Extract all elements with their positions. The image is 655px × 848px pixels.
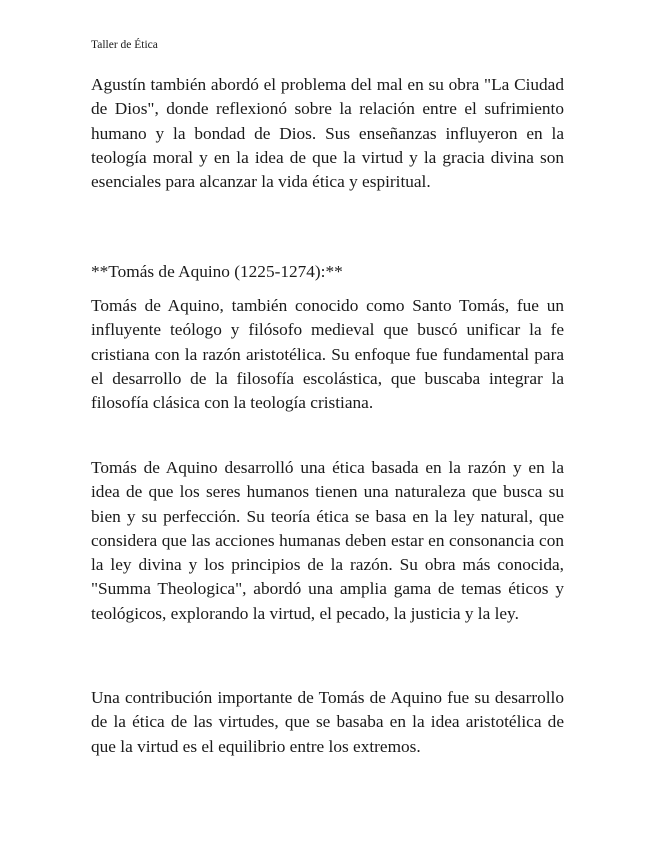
running-header: Taller de Ética [91, 39, 158, 51]
paragraph-tomas-virtudes: Una contribución importante de Tomás de Aquino fue su desarrollo de la ética de las virtudes, que se basaba en la idea aristotélica de que la virtud es el equilibrio entre los extremos. [91, 688, 564, 756]
section-heading-tomas-de-aquino: **Tomás de Aquino (1225-1274):** [91, 262, 343, 281]
paragraph-agustin-mal: Agustín también abordó el problema del mal en su obra "La Ciudad de Dios", donde reflexionó sobre la relación entre el sufrimiento humano y la bondad de Dios. Sus enseñanzas influyeron en la teología moral y en la idea de que la virtud y la gracia divina son esenciales para alcanzar la vida ética y espiritual. [91, 75, 564, 192]
paragraph-tomas-etica: Tomás de Aquino desarrolló una ética basada en la razón y en la idea de que los seres humanos tienen una naturaleza que busca su bien y su perfección. Su teoría ética se basa en la ley natural, que considera que las acciones humanas deben estar en consonancia con la ley divina y los principios de la razón. Su obra más conocida, "Summa Theologica", abordó una amplia gama de temas éticos y teológicos, explorando la virtud, el pecado, la justicia y la ley. [91, 458, 564, 623]
paragraph-tomas-intro: Tomás de Aquino, también conocido como Santo Tomás, fue un influyente teólogo y filósofo medieval que buscó unificar la fe cristiana con la razón aristotélica. Su enfoque fue fundamental para el desarrollo de la filosofía escolástica, que buscaba integrar la filosofía clásica con la teología cristiana. [91, 296, 564, 413]
